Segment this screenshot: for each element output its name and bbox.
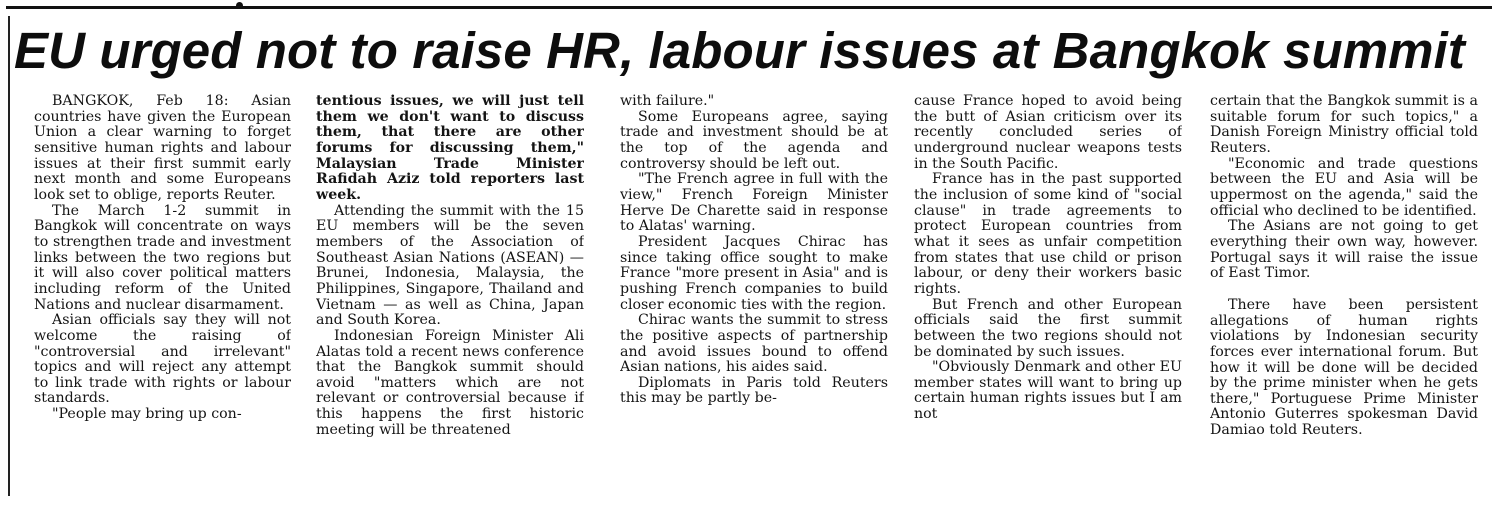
article-paragraph: Asian officials say they will not welcome the raising of "controversial and irrelevant" topics and will reject any attempt to link trade with rights or labour standards. (34, 312, 291, 407)
article-paragraph: BANGKOK, Feb 18: Asian countries have given the European Union a clear warning to forget sensitive human rights and labour issues at their first summit early next month and some Europeans look set to oblige, reports Reuter. (34, 94, 291, 203)
article-paragraph: "People may bring up con- (52, 406, 242, 423)
left-column-rule (8, 16, 10, 496)
rule-ornament (236, 2, 243, 9)
article-paragraph: tentious issues, we will just tell them we don't want to discuss them, that there are other forums for discussing them," Malaysian Trade Minister Rafidah Aziz told reporters last week. (316, 94, 584, 203)
article-paragraph: certain that the Bangkok summit is a suitable forum for such topics," a Danish Foreign Ministry official told Reuters. (1210, 94, 1478, 156)
article-paragraph: But French and other European officials said the first summit between the two regions should not be dominated by such issues. (914, 296, 1182, 360)
article-paragraph: There have been persistent allegations of human rights violations by Indonesian security forces ever international forum. But how it will be done will be decided by the prime minister when he gets there," Portuguese Prime Minister Antonio Guterres spokesman David Damiao told Reuters. (1210, 296, 1478, 439)
article-column-2 (316, 94, 584, 506)
article-column-4 (914, 94, 1182, 506)
article-column-3 (620, 94, 888, 506)
article-paragraph: Indonesian Foreign Minister Ali Alatas told a recent news conference that the Bangkok summit should avoid "matters which are not relevant or controversial because if this happens the first historic meeting will be threatened (316, 327, 584, 438)
article-paragraph: France has in the past supported the inclusion of some kind of "social clause" in trade agreements to protect European countries from what it sees as unfair competition from states that use child or prison labour, or deny their workers basic rights. (914, 171, 1182, 297)
article-paragraph: The Asians are not going to get everything their own way, however. Portugal says it will raise the issue of East Timor. (1210, 218, 1478, 282)
headline: EU urged not to raise HR, labour issues at Bangkok summit (14, 22, 1465, 79)
article-paragraph: "The French agree in full with the view," French Foreign Minister Herve De Charette said in response to Alatas' warning. (620, 171, 888, 235)
article-paragraph: "Economic and trade questions between the EU and Asia will be uppermost on the agenda," said the official who declined to be identified. (1210, 155, 1478, 219)
article-paragraph: Attending the summit with the 15 EU members will be the seven members of the Association of Southeast Asian Nations (ASEAN) — Brunei, Indonesia, Malaysia, the Philippines, Singapore, Thailand and Vietnam — as well as China, Japan and South Korea. (316, 202, 584, 329)
article-paragraph: The March 1-2 summit in Bangkok will concentrate on ways to strengthen trade and investment links between the two regions but it will also cover political matters including reform of the United Nations and nuclear disarmament. (34, 202, 291, 313)
article-paragraph: cause France hoped to avoid being the butt of Asian criticism over its recently concluded series of underground nuclear weapons tests in the South Pacific. (914, 94, 1182, 172)
article-paragraph: President Jacques Chirac has since taking office sought to make France "more present in Asia" and is pushing French companies to build closer economic ties with the region. (620, 233, 888, 313)
article-paragraph: "Obviously Denmark and other EU member states will want to bring up certain human rights issues but I am not (914, 359, 1182, 423)
article-paragraph: Chirac wants the summit to stress the positive aspects of partnership and avoid issues bound to offend Asian nations, his aides said. (620, 312, 888, 376)
article-column-1 (34, 94, 291, 506)
article-column-5 (1210, 94, 1478, 506)
article-paragraph: Some Europeans agree, saying trade and investment should be at the top of the agenda and controversy should be left out. (620, 108, 888, 172)
top-rule (6, 6, 1492, 9)
article-paragraph: Diplomats in Paris told Reuters this may be partly be- (620, 374, 888, 407)
article-paragraph: with failure." (620, 94, 715, 109)
